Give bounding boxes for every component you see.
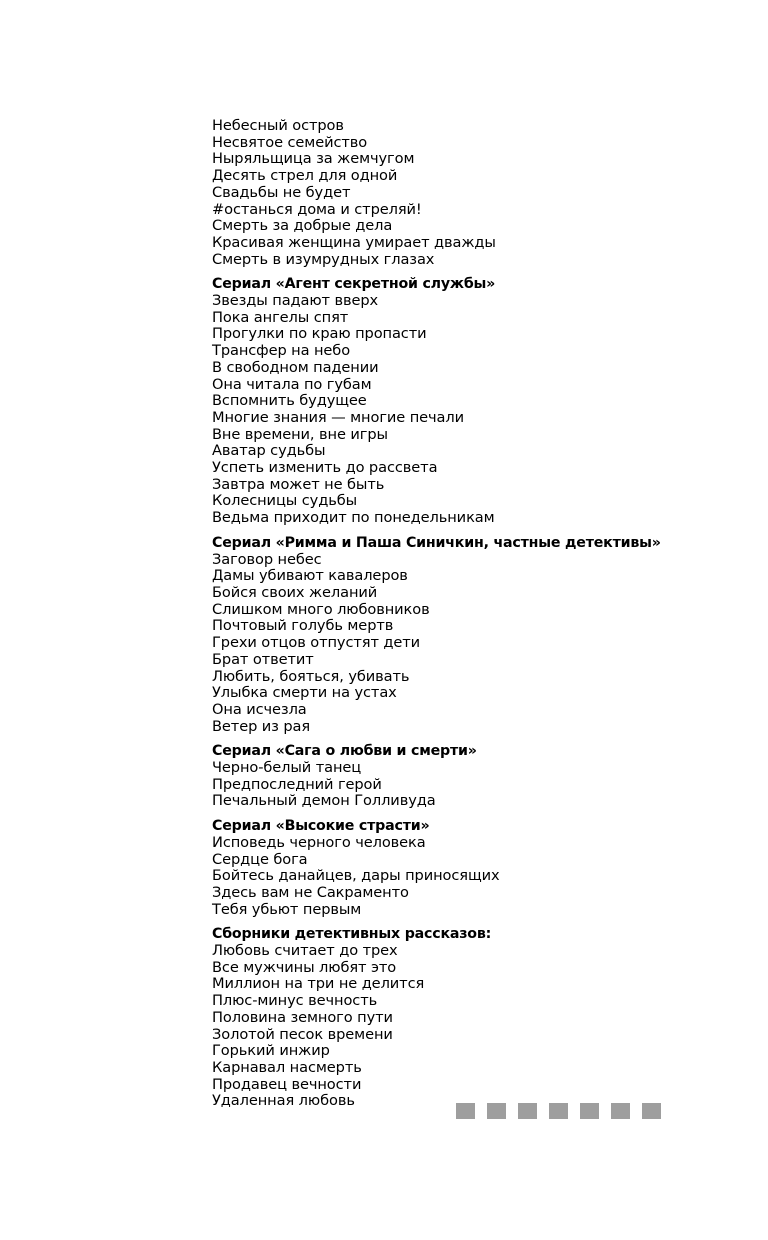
- book-title: Успеть изменить до рассвета: [212, 459, 438, 477]
- book-title: #останься дома и стреляй!: [212, 200, 422, 218]
- book-title: Горький инжир: [212, 1042, 330, 1060]
- book-title: Бойся своих желаний: [212, 583, 378, 601]
- book-title: Вне времени, вне игры: [212, 425, 388, 443]
- section-story-collections: [212, 926, 732, 1110]
- book-title: Все мужчины любят это: [212, 958, 397, 976]
- decorative-squares: [456, 1103, 661, 1119]
- book-title: Черно-белый танец: [212, 759, 362, 777]
- book-title: Ныряльщица за жемчугом: [212, 150, 415, 168]
- book-title: Половина земного пути: [212, 1008, 393, 1026]
- series-heading: Сериал «Римма и Паша Синичкин, частные детективы»: [212, 534, 661, 551]
- book-title: Предпоследний герой: [212, 775, 382, 793]
- section-sinichkin-series: [212, 535, 732, 735]
- book-title: Бойтесь данайцев, дары приносящих: [212, 867, 500, 885]
- decorative-square: [549, 1103, 568, 1119]
- book-title: Завтра может не быть: [212, 475, 385, 493]
- section-agent-series: [212, 276, 732, 527]
- book-title: Трансфер на небо: [212, 342, 351, 360]
- book-title: Смерть в изумрудных глазах: [212, 250, 435, 268]
- decorative-square: [487, 1103, 506, 1119]
- book-title: Свадьбы не будет: [212, 183, 351, 201]
- decorative-square: [611, 1103, 630, 1119]
- book-title: Она читала по губам: [212, 375, 372, 393]
- book-title: Ведьма приходит по понедельникам: [212, 509, 495, 527]
- book-title: Улыбка смерти на устах: [212, 684, 397, 702]
- section-saga-series: [212, 743, 732, 810]
- book-title: Здесь вам не Сакраменто: [212, 883, 409, 901]
- book-title: Она исчезла: [212, 700, 307, 718]
- section-standalone: [212, 118, 732, 268]
- series-heading: Сериал «Агент секретной службы»: [212, 276, 496, 293]
- decorative-square: [518, 1103, 537, 1119]
- book-title: Аватар судьбы: [212, 442, 326, 460]
- book-title: Заговор небес: [212, 550, 322, 568]
- book-title: Грехи отцов отпустят дети: [212, 634, 421, 652]
- book-title: Несвятое семейство: [212, 133, 368, 151]
- book-title: Тебя убьют первым: [212, 900, 362, 918]
- book-title: Любить, бояться, убивать: [212, 667, 410, 685]
- book-title: Ветер из рая: [212, 717, 311, 735]
- book-title: Вспомнить будущее: [212, 392, 367, 410]
- book-title: Прогулки по краю пропасти: [212, 325, 427, 343]
- book-title: Миллион на три не делится: [212, 975, 425, 993]
- book-title: Удаленная любовь: [212, 1092, 355, 1110]
- book-title: Пока ангелы спят: [212, 308, 349, 326]
- book-title: Любовь считает до трех: [212, 942, 398, 960]
- series-heading: Сериал «Высокие страсти»: [212, 818, 430, 835]
- book-title: Слишком много любовников: [212, 600, 430, 618]
- section-high-passions-series: [212, 818, 732, 918]
- book-title: Плюс-минус вечность: [212, 992, 378, 1010]
- book-title: Красивая женщина умирает дважды: [212, 233, 496, 251]
- decorative-square: [456, 1103, 475, 1119]
- book-title: Печальный демон Голливуда: [212, 792, 436, 810]
- book-title: Смерть за добрые дела: [212, 217, 393, 235]
- book-title: Почтовый голубь мертв: [212, 617, 394, 635]
- series-heading: Сериал «Сага о любви и смерти»: [212, 743, 477, 760]
- series-heading: Сборники детективных рассказов:: [212, 926, 492, 943]
- book-title: Колесницы судьбы: [212, 492, 358, 510]
- book-title: Многие знания — многие печали: [212, 408, 464, 426]
- book-title: Золотой песок времени: [212, 1025, 393, 1043]
- book-title: Дамы убивают кавалеров: [212, 567, 408, 585]
- decorative-square: [580, 1103, 599, 1119]
- book-title: Звезды падают вверх: [212, 292, 379, 310]
- book-title: Небесный остров: [212, 117, 344, 134]
- book-title: Десять стрел для одной: [212, 167, 398, 185]
- book-title: Исповедь черного человека: [212, 833, 426, 851]
- book-list: [212, 118, 732, 1110]
- decorative-square: [642, 1103, 661, 1119]
- book-title: Продавец вечности: [212, 1075, 362, 1093]
- book-title: Брат ответит: [212, 650, 314, 668]
- book-title: В свободном падении: [212, 358, 379, 376]
- book-title: Карнавал насмерть: [212, 1058, 362, 1076]
- book-title: Сердце бога: [212, 850, 308, 868]
